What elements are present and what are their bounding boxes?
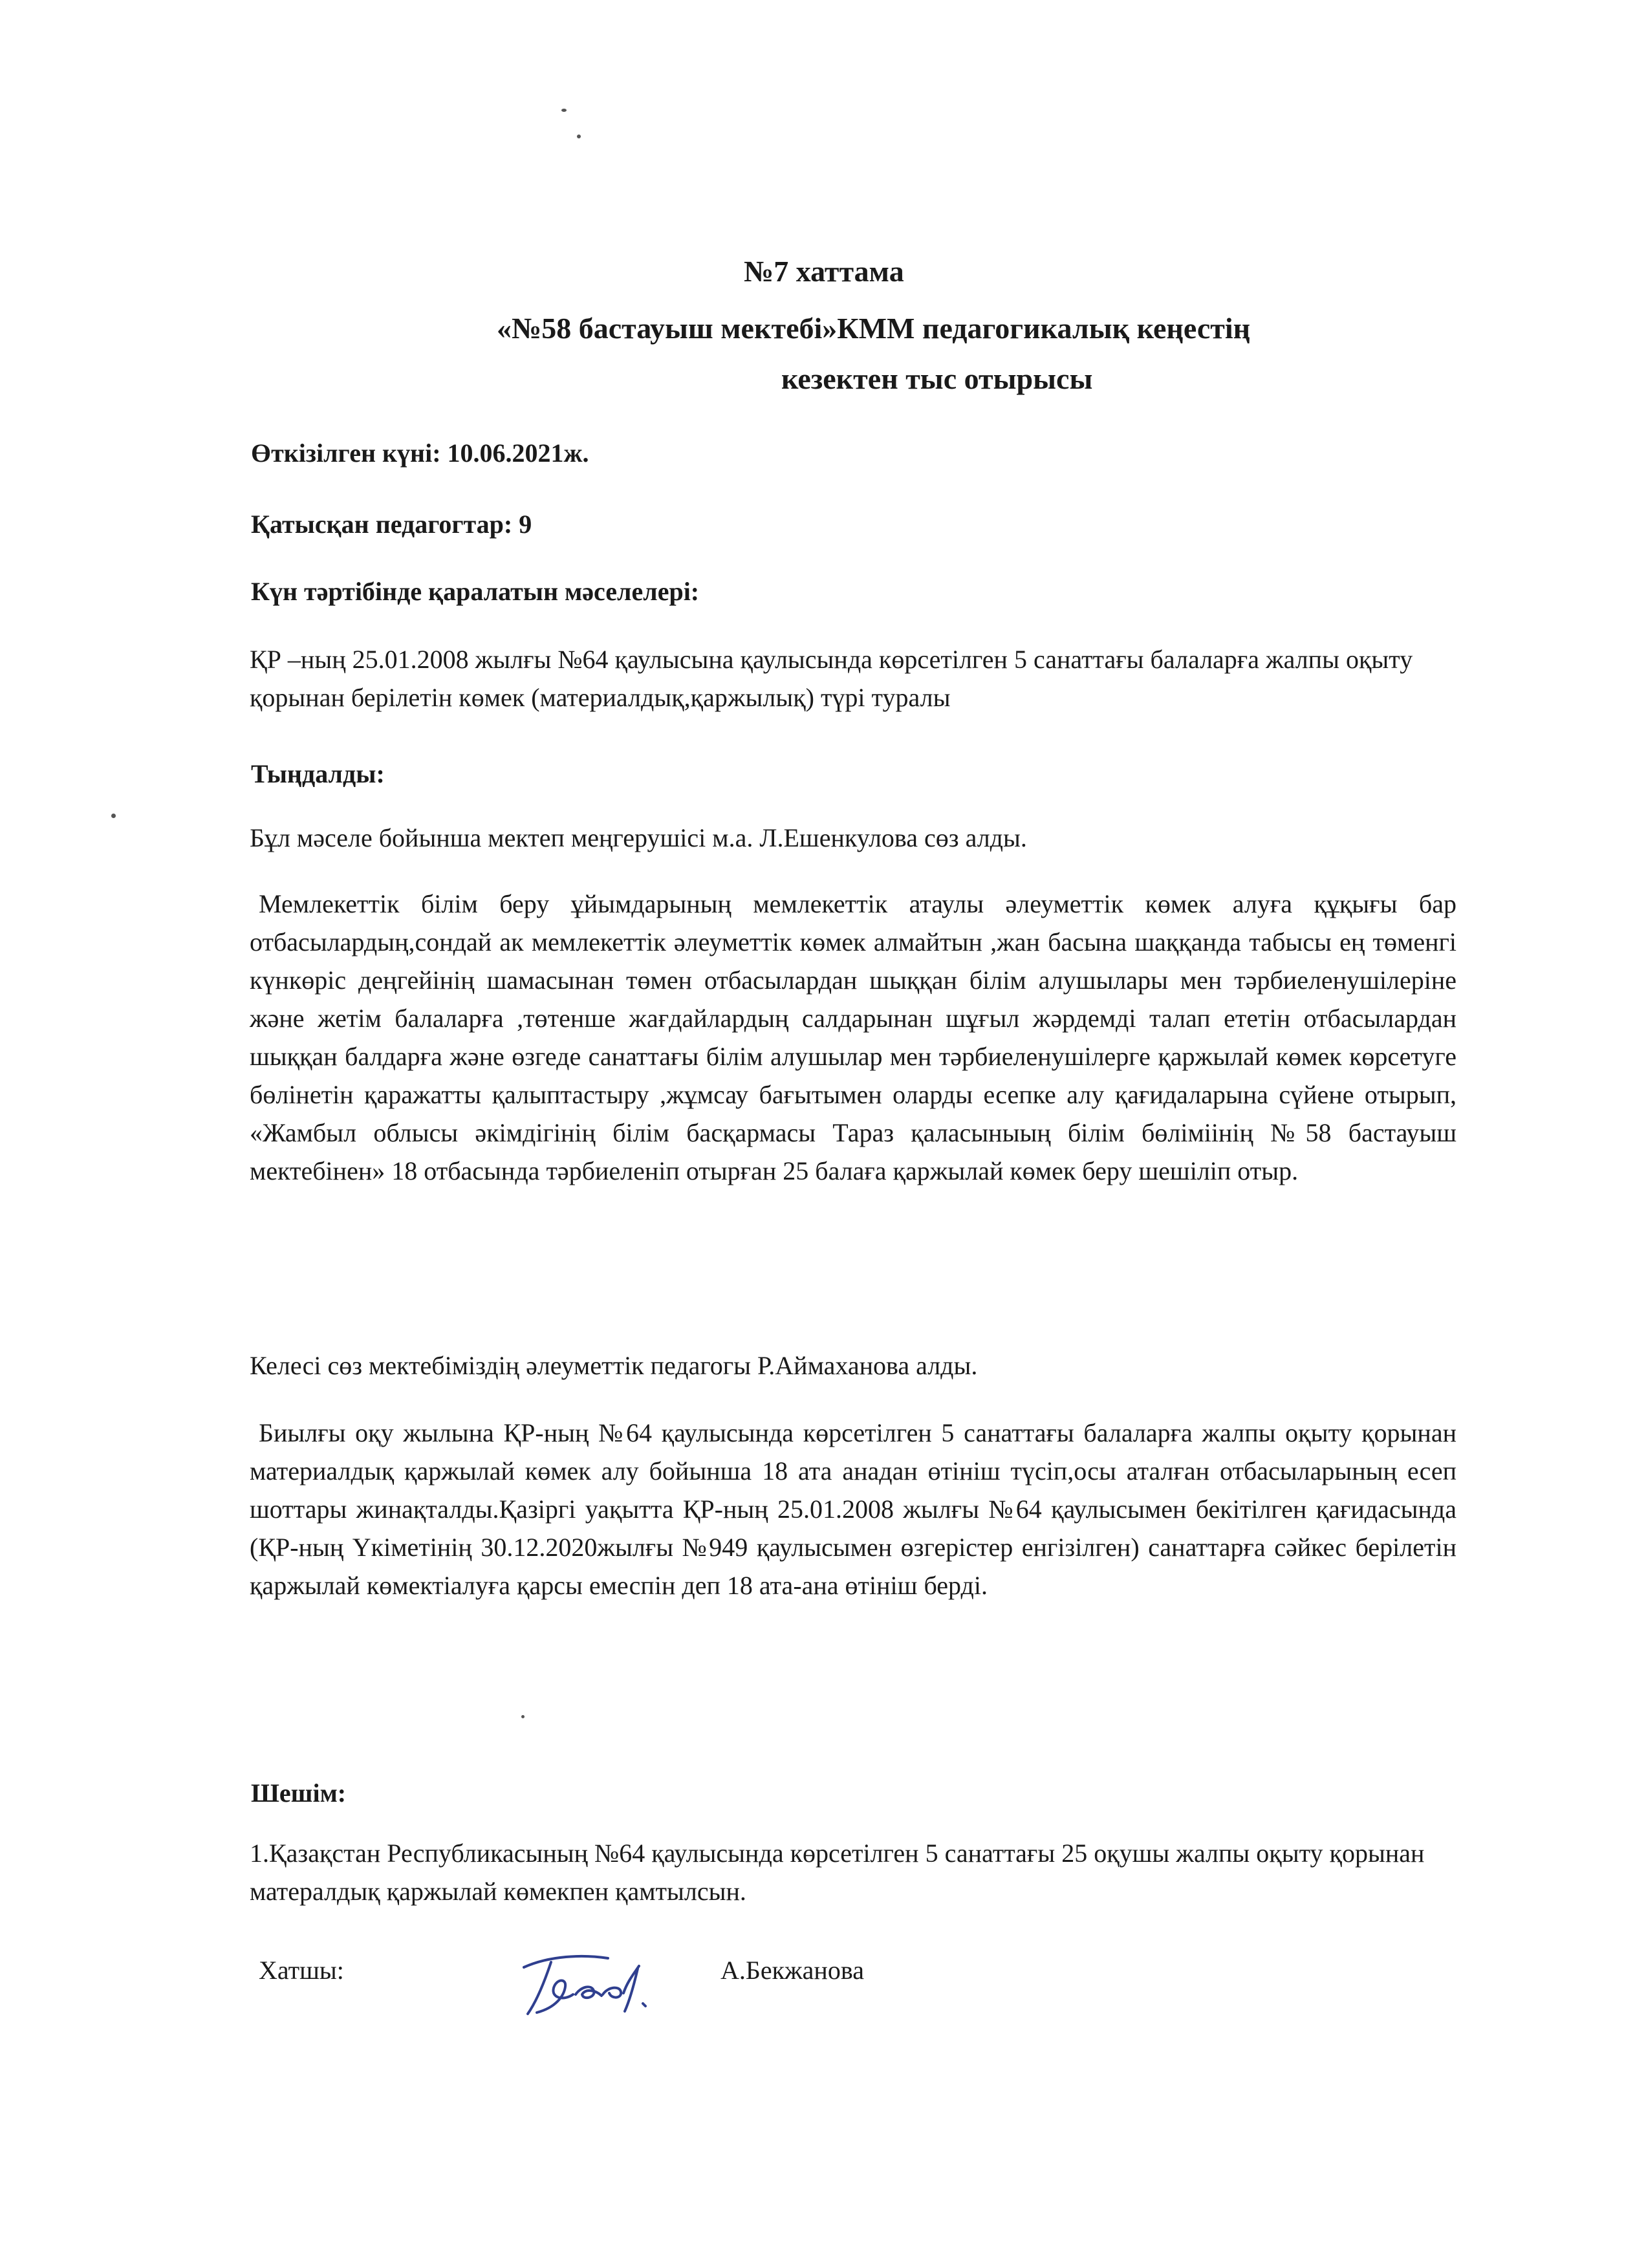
- attendee-count: Қатысқан педагогтар: 9: [251, 510, 532, 539]
- scan-speck: [111, 814, 116, 818]
- secretary-name: А.Бекжанова: [720, 1956, 864, 1985]
- agenda-text: ҚР –ның 25.01.2008 жылғы №64 қаулысына қаулысында көрсетілген 5 санаттағы балаларға жалпы оқыту қорынан берілетін көмек (материалдық,қаржылық) түрі туралы: [250, 645, 1413, 712]
- scan-speck: [521, 1715, 525, 1718]
- council-title: «№58 бастауыш мектебі»КММ педагогикалық кеңестің: [497, 312, 1251, 345]
- scan-speck: [577, 135, 581, 138]
- protocol-number-title: №7 хаттама: [744, 255, 904, 288]
- decision-text: 1.Қазақстан Республикасының №64 қаулысында көрсетілген 5 санаттағы 25 оқушы жалпы оқыту қорынан матералдық қаржылай көмекпен қамтылсын.: [250, 1839, 1425, 1906]
- secretary-label: Хатшы:: [259, 1956, 344, 1985]
- session-type-title: кезектен тыс отырысы: [781, 362, 1093, 395]
- second-speaker-body: Биылғы оқу жылына ҚР-ның №64 қаулысында көрсетілген 5 санаттағы балаларға жалпы оқыту қорынан материалдық қаржылай көмек алу бойынша 18 ата анадан өтініш түсіп,осы аталған отбасыларының есеп шоттары жинақталды.Қазіргі уақытта ҚР-ның 25.01.2008 жылғы №64 қаулысымен бекітілген қағидасында (ҚР-ның Үкіметінің 30.12.2020жылғы №949 қаулысымен өзгерістер енгізілген) санаттарға сәйкес берілетін қаржылай көмектіалуға қарсы емеспін деп 18 ата-ана өтініш берді.: [250, 1418, 1456, 1600]
- handwritten-signature: [511, 1936, 660, 2027]
- second-speaker-intro: Келесі сөз мектебіміздің әлеуметтік педагогы Р.Аймаханова алды.: [250, 1351, 978, 1380]
- heard-body: Мемлекеттік білім беру ұйымдарының мемлекеттік атаулы әлеуметтік көмек алуға құқығы бар отбасылардың,сондай ак мемлекеттік әлеуметтік көмек алмайтын ,жан басына шаққанда табысы ең төменгі күнкөріс деңгейінің шамасынан төмен отбасылардан шыққан білім алушылары мен тәрбиеленушілеріне және жетім балаларға ,төтенше жағдайлардың салдарынан шұғыл жәрдемді талап ететін отбасылардан шыққан балдарға және өзгеде санаттағы білім алушылар мен тәрбиеленушілерге қаржылай көмек көрсетуге бөлінетін қаражатты қалыптастыру ,жұмсау бағытымен оларды есепке алу қағидаларына сүйене отырып, «Жамбыл облысы әкімдігінің білім басқармасы Тараз қаласыныың білім бөліміінің №58 бастауыш мектебінен» 18 отбасында тәрбиеленіп отырған 25 балаға қаржылай көмек беру шешіліп отыр.: [250, 889, 1456, 1185]
- decision-heading: Шешім:: [251, 1778, 347, 1808]
- heard-heading: Тыңдалды:: [251, 759, 385, 788]
- scan-speck: [561, 109, 567, 112]
- agenda-heading: Күн тәртібінде қаралатын мәселелері:: [251, 577, 700, 606]
- heard-intro: Бұл мәселе бойынша мектеп меңгерушісі м.а. Л.Ешенкулова сөз алды.: [250, 823, 1027, 852]
- meeting-date: Өткізілген күні: 10.06.2021ж.: [251, 438, 589, 468]
